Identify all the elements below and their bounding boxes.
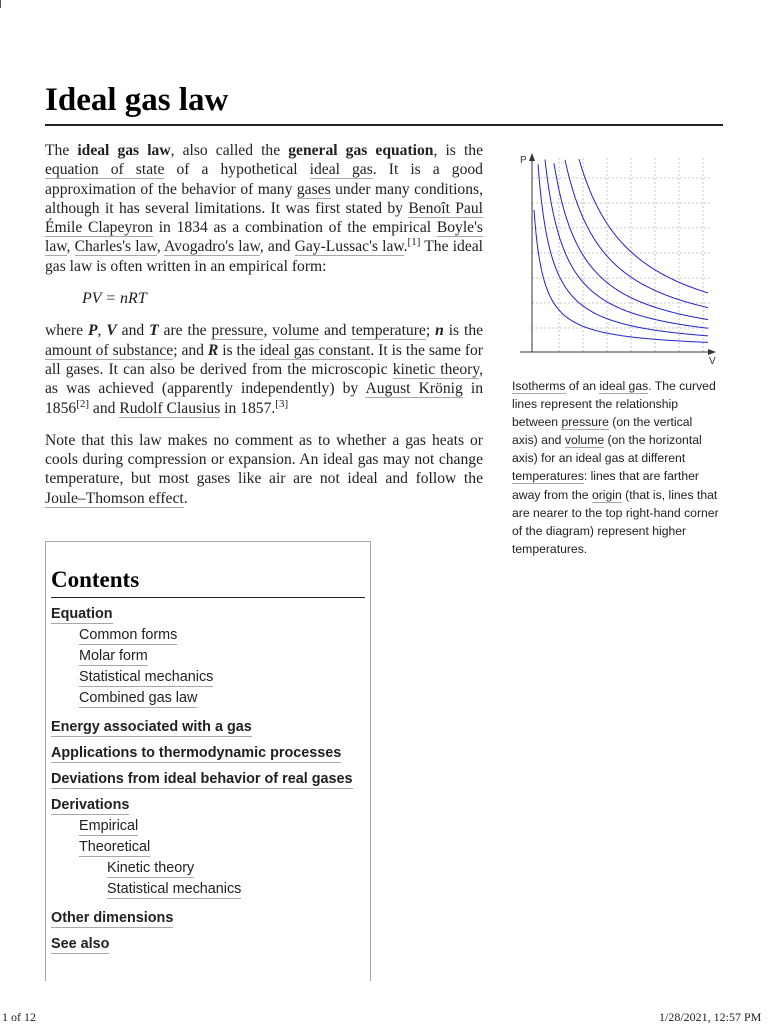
toc-item[interactable]: [51, 668, 365, 686]
isotherms-diagram: [510, 150, 730, 372]
link-gay-lussacs-law[interactable]: Gay-Lussac's law: [294, 238, 404, 256]
link-august-kronig[interactable]: August Krönig: [365, 380, 463, 398]
y-axis-label: P: [520, 155, 527, 166]
toc-item-label: Applications to thermodynamic processes: [51, 745, 342, 761]
isotherm-curve: [534, 210, 708, 342]
toc-item[interactable]: [51, 770, 365, 788]
toc-item[interactable]: [51, 817, 365, 835]
math-t: T: [149, 322, 159, 340]
toc-item[interactable]: [51, 838, 365, 856]
link-volume[interactable]: volume: [272, 322, 320, 340]
note-paragraph: Note that this law makes no comment as to whether a gas heats or cools during compression or expansion. An ideal gas may not change temperature, but most gases like air are not ideal and follow the Joule–Thomson effect.: [45, 431, 483, 507]
math-r: R: [207, 341, 219, 359]
link-kinetic-theory[interactable]: kinetic theory: [392, 360, 480, 378]
link-amount-of-substance[interactable]: amount of substance: [45, 341, 174, 359]
reference-3[interactable]: [3]: [275, 397, 289, 410]
math-p: P: [88, 322, 98, 340]
page-number: 1 of 12: [2, 1010, 36, 1024]
toc-item[interactable]: [51, 718, 365, 736]
toc-item[interactable]: [51, 859, 365, 877]
x-axis-label: V: [709, 356, 716, 367]
toc-item-label: Statistical mechanics: [107, 881, 242, 897]
toc-item-label: Combined gas law: [79, 690, 198, 706]
math-n: n: [435, 322, 444, 340]
toc-item-label: Deviations from ideal behavior of real gases: [51, 771, 353, 787]
term-general-gas-equation: general gas equation: [288, 142, 434, 159]
isotherm-curve: [538, 164, 708, 336]
toc-item-label: Other dimensions: [51, 910, 174, 926]
toc-title: Contents: [51, 567, 365, 598]
link-boyles-law[interactable]: Boyle's law: [45, 219, 483, 256]
toc-item-label: Derivations: [51, 797, 130, 813]
caption-link-isotherms[interactable]: Isotherms: [512, 379, 566, 393]
toc-item[interactable]: [51, 605, 365, 623]
table-of-contents: [45, 541, 371, 981]
page-title: Ideal gas law: [45, 78, 723, 126]
toc-item-label: Empirical: [79, 818, 139, 834]
variables-paragraph: where P, V and T are the pressure, volume and temperature; n is the amount of substance; and R is the ideal gas constant. It is the same for all gases. It can also be derived from the microscopic kinetic theory, as was achieved (apparently independently) by August Krönig in 1856[2] and Rudolf Clausius in 1857.[3]: [45, 322, 484, 417]
link-charles-law[interactable]: Charles's law: [74, 238, 157, 256]
toc-item[interactable]: [51, 880, 365, 898]
isotherm-curves: [534, 159, 708, 342]
isotherm-curve: [579, 159, 708, 293]
link-avogadros-law[interactable]: Avogadro's law: [164, 238, 260, 256]
reference-1[interactable]: [1]: [407, 236, 421, 249]
y-axis-arrow-icon: [529, 153, 535, 161]
toc-item-label: Common forms: [79, 627, 178, 643]
link-rudolf-clausius[interactable]: Rudolf Clausius: [119, 399, 221, 417]
print-datetime: 1/28/2021, 12:57 PM: [659, 1010, 762, 1024]
link-pressure[interactable]: pressure: [211, 322, 264, 340]
page-corner-mark: [0, 0, 1, 8]
toc-item[interactable]: [51, 796, 365, 814]
link-ideal-gas[interactable]: ideal gas: [309, 161, 373, 179]
formula: PV = nRT: [82, 290, 147, 308]
toc-item-label: Statistical mechanics: [79, 669, 214, 685]
toc-item-label: Energy associated with a gas: [51, 719, 252, 735]
isotherms-figure[interactable]: [510, 150, 730, 377]
x-axis-arrow-icon: [708, 349, 716, 355]
caption-link-origin[interactable]: origin: [591, 487, 622, 502]
toc-item-label: Theoretical: [79, 839, 151, 855]
term-ideal-gas-law: ideal gas law: [77, 142, 171, 159]
toc-item-label: Molar form: [79, 648, 148, 664]
toc-item[interactable]: [51, 626, 365, 644]
link-joule-thomson-effect[interactable]: Joule–Thomson effect: [45, 489, 184, 507]
caption-link-pressure[interactable]: pressure: [561, 415, 609, 430]
toc-item[interactable]: [51, 689, 365, 707]
toc-item-label: See also: [51, 936, 110, 952]
toc-item[interactable]: [51, 744, 365, 762]
toc-list: [51, 605, 365, 953]
math-v: V: [106, 322, 117, 340]
caption-link-volume[interactable]: volume: [564, 433, 605, 448]
link-gases[interactable]: gases: [296, 180, 331, 198]
toc-item-label: Equation: [51, 606, 113, 622]
reference-2[interactable]: [2]: [76, 397, 90, 410]
article-body: [45, 141, 483, 521]
toc-item-label: Kinetic theory: [107, 860, 195, 876]
caption-link-ideal-gas[interactable]: ideal gas: [599, 379, 649, 393]
toc-item[interactable]: [51, 909, 365, 927]
figure-caption: Isotherms of an ideal gas. The curved lines represent the relationship between pressure (on the vertical axis) and volume (on the horizontal axis) for an ideal gas at different temperatures: lines that are farther away from the origin (that is, lines that are nearer to the top right-hand corner of the diagram) represent higher temperatures.: [512, 379, 719, 556]
toc-item[interactable]: [51, 647, 365, 665]
link-clapeyron[interactable]: Benoît Paul Émile Clapeyron: [45, 199, 483, 237]
caption-link-temperatures[interactable]: temperatures: [512, 469, 584, 484]
link-equation-of-state[interactable]: equation of state: [45, 161, 165, 179]
intro-paragraph: The ideal gas law, also called the general gas equation, is the equation of state of a hypothetical ideal gas. It is a good approximation of the behavior of many gases under many conditions, although it has several limitations. It was first stated by Benoît Paul Émile Clapeyron in 1834 as a combination of the empirical Boyle's law, Charles's law, Avogadro's law, and Gay-Lussac's law.[1] The ideal gas law is often written in an empirical form:: [45, 142, 484, 275]
link-ideal-gas-constant[interactable]: ideal gas constant: [259, 341, 371, 359]
link-temperature[interactable]: temperature: [351, 322, 426, 340]
toc-item[interactable]: [51, 935, 365, 953]
